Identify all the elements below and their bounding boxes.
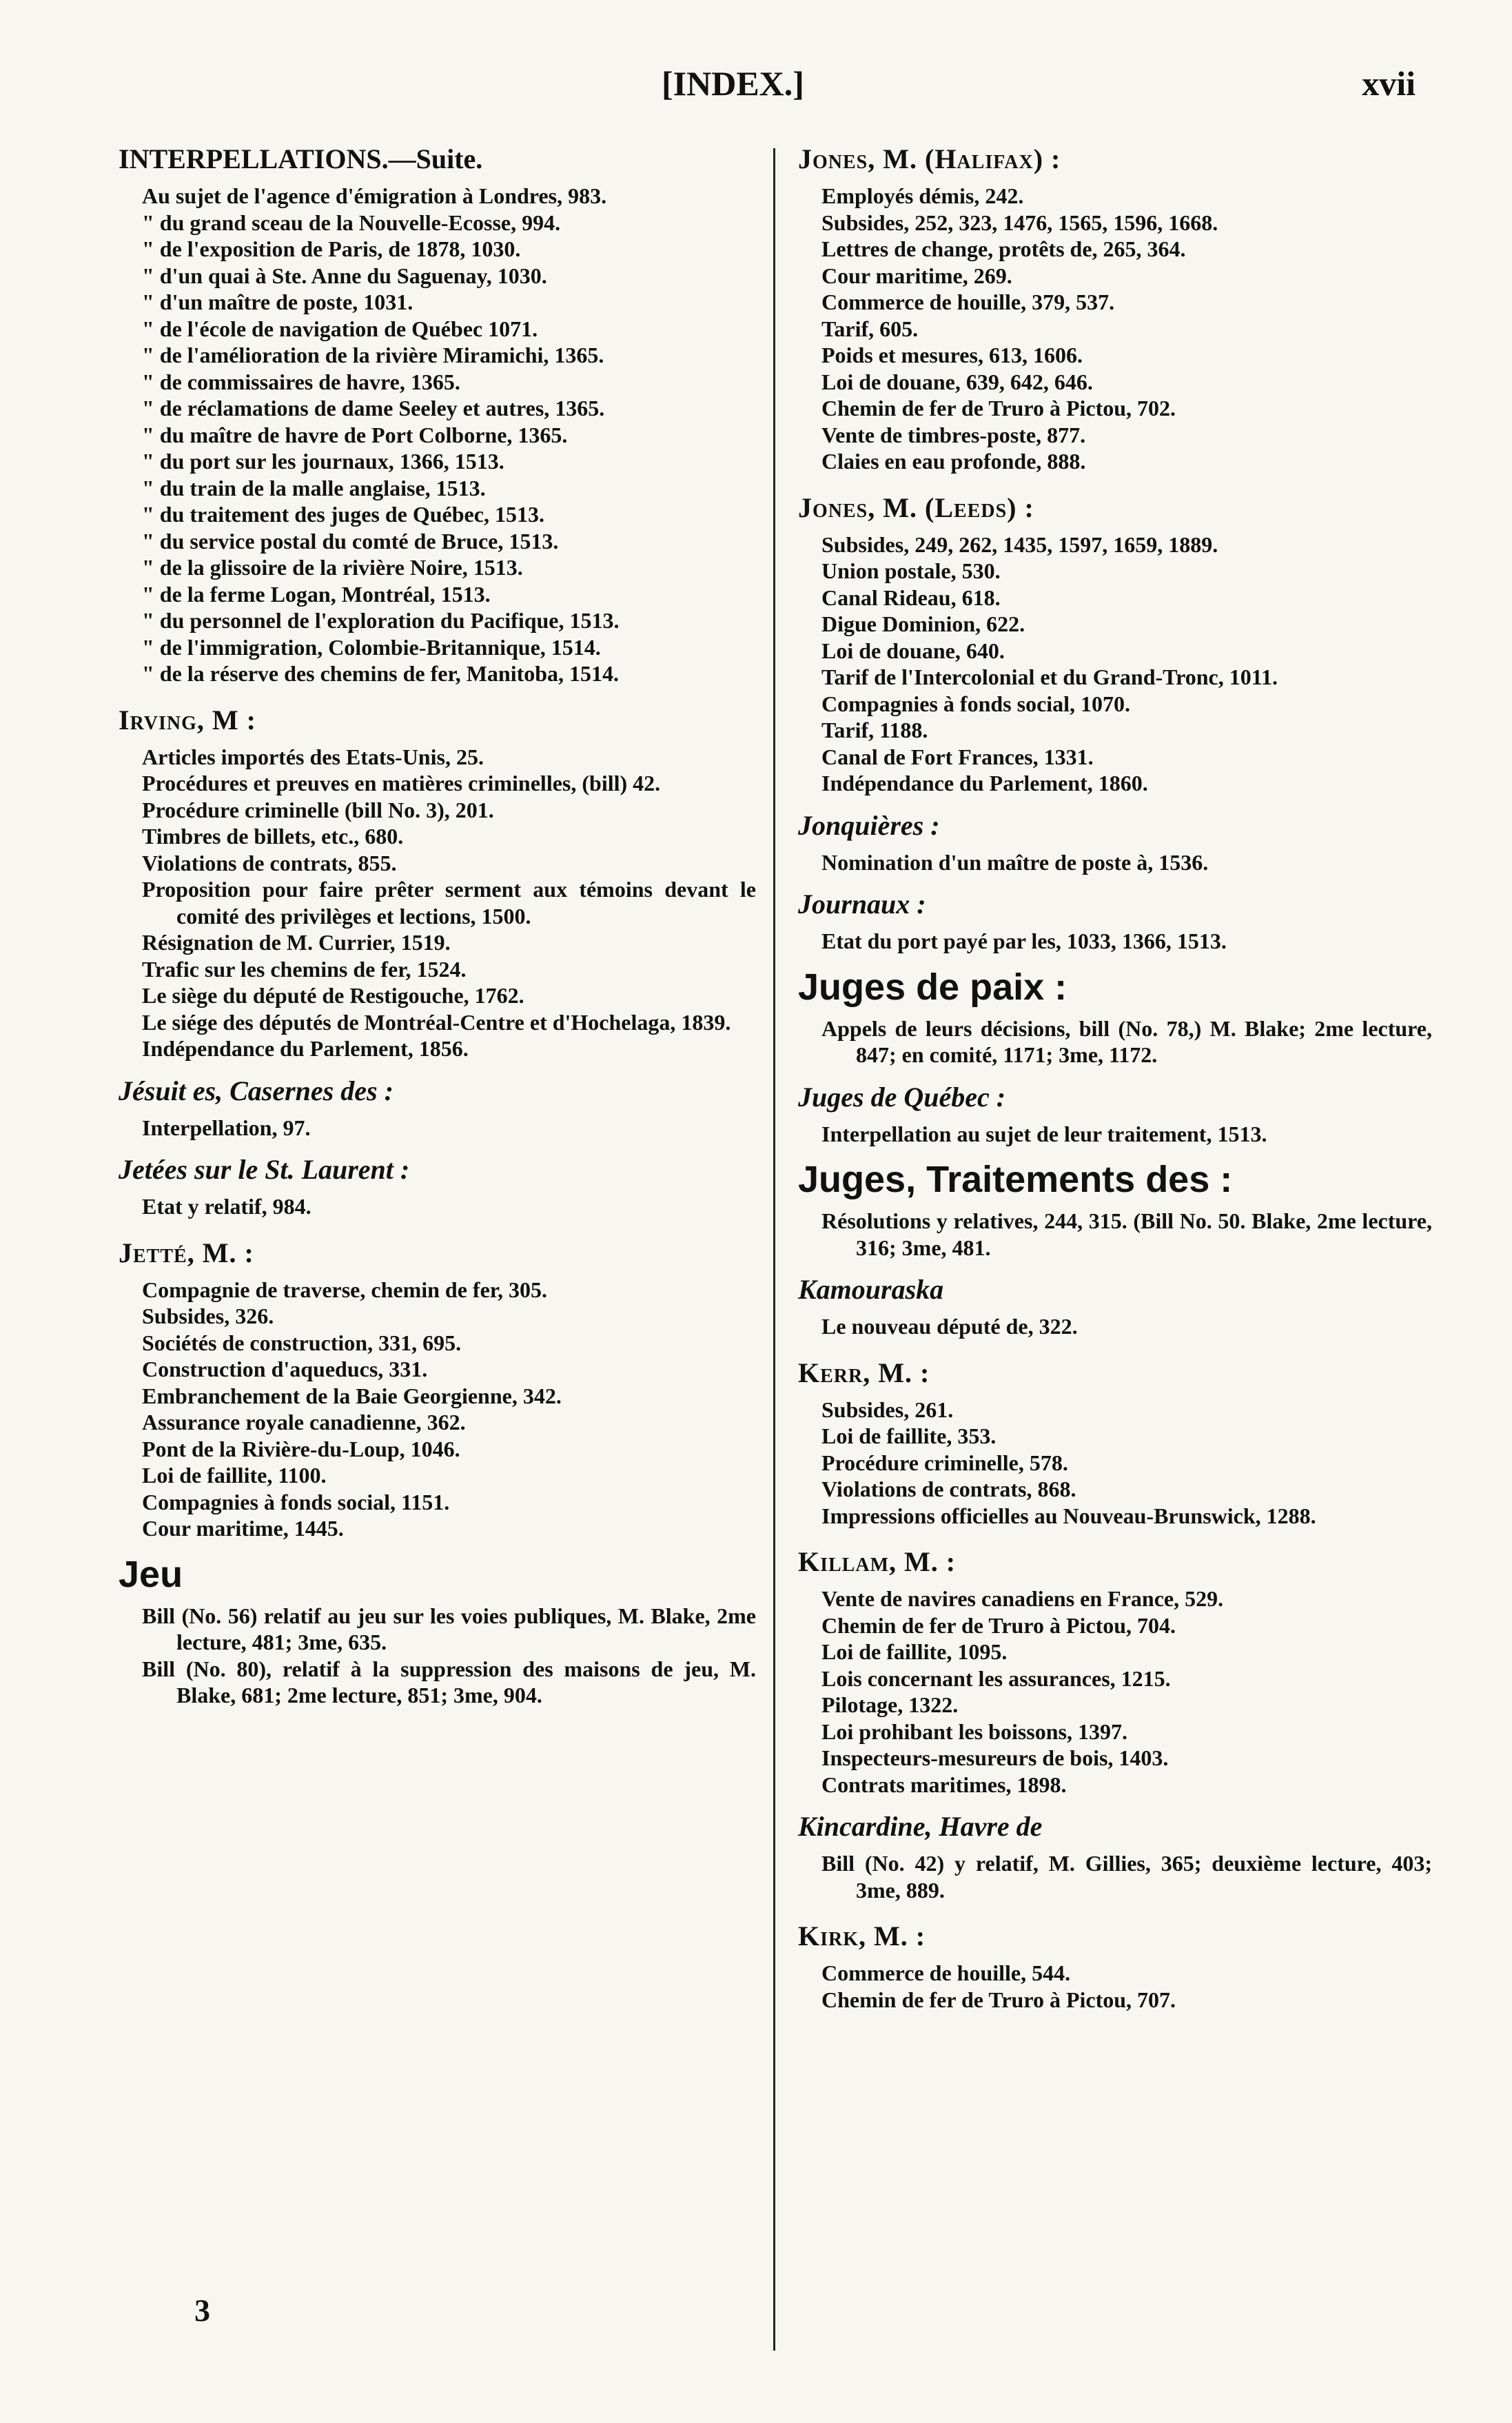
index-section	[119, 1235, 756, 1542]
index-entry: Lois concernant les assurances, 1215.	[821, 1665, 1171, 1691]
index-entry: Vente de navires canadiens en France, 529.	[821, 1586, 1224, 1611]
index-entries	[821, 1960, 1432, 2013]
page-number: xvii	[1362, 64, 1416, 103]
index-entry: Tarif, 605.	[821, 316, 919, 341]
index-entry: " du grand sceau de la Nouvelle-Ecosse, 994.	[142, 210, 561, 235]
index-heading: Juges de Québec :	[798, 1081, 1006, 1113]
index-entries	[821, 1850, 1432, 1903]
index-entry: Compagnie de traverse, chemin de fer, 305.	[142, 1277, 548, 1302]
index-heading: Jones, M. (Halifax) :	[798, 143, 1061, 174]
index-entry: Commerce de houille, 379, 537.	[821, 290, 1115, 314]
index-heading: Jetté, M. :	[119, 1237, 254, 1268]
index-entry: " du personnel de l'exploration du Pacifique, 1513.	[142, 608, 620, 633]
index-entry: Subsides, 252, 323, 1476, 1565, 1596, 1668.	[821, 210, 1218, 235]
index-entry: Subsides, 326.	[142, 1304, 274, 1328]
index-entry: Loi prohibant les boissons, 1397.	[821, 1719, 1127, 1744]
index-heading: Juges, Traitements des :	[798, 1159, 1233, 1200]
index-entry: " du traitement des juges de Québec, 1513.	[142, 502, 544, 527]
index-entries	[142, 1193, 756, 1220]
index-entry: Indépendance du Parlement, 1856.	[142, 1036, 469, 1061]
index-entry: Le siège du député de Restigouche, 1762.	[142, 983, 524, 1008]
index-entries	[821, 1015, 1432, 1068]
index-heading: Killam, M. :	[798, 1546, 957, 1577]
index-entry: Compagnies à fonds social, 1070.	[821, 691, 1131, 716]
index-entry: Canal de Fort Frances, 1331.	[821, 744, 1094, 769]
index-heading: Kirk, M. :	[798, 1920, 926, 1951]
index-entry: Proposition pour faire prêter serment aux témoins devant le comité des privilèges et lections, 1500.	[142, 877, 756, 929]
index-entry: Chemin de fer de Truro à Pictou, 704.	[821, 1612, 1176, 1638]
index-section	[798, 1157, 1432, 1261]
index-entry: Digue Dominion, 622.	[821, 611, 1025, 636]
index-entry: Construction d'aqueducs, 331.	[142, 1357, 428, 1381]
index-entry: Procédures et preuves en matières criminelles, (bill) 42.	[142, 771, 661, 795]
index-entry: Subsides, 249, 262, 1435, 1597, 1659, 1889.	[821, 531, 1218, 557]
index-entry: Bill (No. 56) relatif au jeu sur les voies publiques, M. Blake, 2me lecture, 481; 3me, 635.	[142, 1603, 756, 1654]
index-entry: Interpellation, 97.	[142, 1115, 311, 1140]
index-entries	[142, 183, 756, 687]
index-section	[798, 141, 1432, 475]
index-entry: Subsides, 261.	[821, 1397, 954, 1422]
index-section	[798, 1544, 1432, 1798]
index-entry: Procédure criminelle (bill No. 3), 201.	[142, 797, 494, 822]
index-heading: Jones, M. (Leeds) :	[798, 491, 1034, 523]
index-entry: Inspecteurs-mesureurs de bois, 1403.	[821, 1745, 1169, 1770]
index-entry: Procédure criminelle, 578.	[821, 1450, 1068, 1475]
index-section	[119, 702, 756, 1062]
index-entries	[821, 1121, 1432, 1148]
index-entry: " de la réserve des chemins de fer, Manitoba, 1514.	[142, 661, 620, 686]
index-entries	[142, 744, 756, 1062]
index-entry: Bill (No. 80), relatif à la suppression des maisons de jeu, M. Blake, 681; 2me lecture, 851; 3me, 904.	[142, 1656, 756, 1707]
index-entry: Poids et mesures, 613, 1606.	[821, 343, 1083, 367]
index-entry: Timbres de billets, etc., 680.	[142, 824, 404, 849]
index-entries	[821, 1313, 1432, 1340]
index-entry: " de réclamations de dame Seeley et autres, 1365.	[142, 396, 605, 420]
index-entry: Etat y relatif, 984.	[142, 1194, 311, 1219]
index-heading: Juges de paix :	[798, 966, 1067, 1008]
index-entry: Loi de faillite, 1095.	[821, 1639, 1008, 1664]
index-entry: Cour maritime, 1445.	[142, 1516, 344, 1541]
index-entry: Loi de douane, 640.	[821, 638, 1005, 663]
index-entry: Loi de douane, 639, 642, 646.	[821, 369, 1093, 394]
index-entry: Violations de contrats, 868.	[821, 1477, 1076, 1501]
index-heading: Kincardine, Havre de	[798, 1811, 1043, 1842]
index-entry: Assurance royale canadienne, 362.	[142, 1410, 466, 1434]
index-entry: " d'un quai à Ste. Anne du Saguenay, 1030.	[142, 263, 547, 288]
index-entries	[821, 928, 1432, 955]
index-entry: Tarif de l'Intercolonial et du Grand-Tronc, 1011.	[821, 665, 1278, 689]
index-entries	[142, 1115, 756, 1142]
page-header	[0, 63, 1512, 119]
signature-mark: 3	[194, 2293, 210, 2328]
index-entries	[142, 1603, 756, 1709]
index-entry: " de commissaires de havre, 1365.	[142, 369, 460, 394]
index-entry: Nomination d'un maître de poste à, 1536.	[821, 849, 1209, 875]
index-entry: " du maître de havre de Port Colborne, 1365.	[142, 422, 568, 447]
index-entry: Résolutions y relatives, 244, 315. (Bill No. 50. Blake, 2me lecture, 316; 3me, 481.	[821, 1208, 1432, 1260]
index-entry: Indépendance du Parlement, 1860.	[821, 771, 1148, 795]
index-entry: Le nouveau député de, 322.	[821, 1314, 1078, 1339]
index-entries	[821, 849, 1432, 876]
index-entry: " de l'école de navigation de Québec 1071.	[142, 316, 538, 341]
left-column	[119, 141, 756, 1709]
index-heading: Irving, M :	[119, 704, 256, 736]
index-section	[798, 1079, 1432, 1148]
index-entry: " de la glissoire de la rivière Noire, 1513.	[142, 555, 523, 580]
index-section	[798, 1918, 1432, 2013]
index-entry: Pilotage, 1322.	[821, 1692, 959, 1717]
index-entry: Etat du port payé par les, 1033, 1366, 1513.	[821, 929, 1227, 953]
index-entry: Union postale, 530.	[821, 558, 1001, 583]
index-entry: " de l'amélioration de la rivière Miramichi, 1365.	[142, 343, 604, 367]
index-entry: Vente de timbres-poste, 877.	[821, 422, 1086, 447]
index-entry: Tarif, 1188.	[821, 718, 928, 742]
index-entry: " de l'immigration, Colombie-Britannique, 1514.	[142, 634, 601, 660]
index-section	[798, 1272, 1432, 1340]
column-divider	[773, 148, 775, 2351]
index-entries	[821, 1208, 1432, 1261]
index-entries	[821, 531, 1432, 797]
index-entry: " de l'exposition de Paris, de 1878, 1030.	[142, 236, 521, 261]
index-entry: Bill (No. 42) y relatif, M. Gillies, 365; deuxième lecture, 403; 3me, 889.	[821, 1851, 1432, 1903]
index-entry: Articles importés des Etats-Unis, 25.	[142, 744, 484, 769]
index-heading: INTERPELLATIONS.—Suite.	[119, 143, 483, 174]
index-entry: Compagnies à fonds social, 1151.	[142, 1489, 450, 1514]
index-heading: Kamouraska	[798, 1274, 944, 1305]
index-entry: Violations de contrats, 855.	[142, 850, 397, 875]
index-entry: Chemin de fer de Truro à Pictou, 702.	[821, 396, 1176, 420]
index-section	[798, 1809, 1432, 1903]
index-entry: Trafic sur les chemins de fer, 1524.	[142, 956, 467, 982]
index-section	[798, 1355, 1432, 1530]
index-entry: Impressions officielles au Nouveau-Brunswick, 1288.	[821, 1503, 1316, 1528]
index-entries	[821, 183, 1432, 475]
index-entry: Appels de leurs décisions, bill (No. 78,) M. Blake; 2me lecture, 847; en comité, 1171; 3me, 1172.	[821, 1015, 1432, 1067]
index-section	[798, 886, 1432, 955]
index-entry: Employés démis, 242.	[821, 183, 1024, 208]
index-entry: Contrats maritimes, 1898.	[821, 1772, 1067, 1797]
index-entry: Loi de faillite, 1100.	[142, 1463, 327, 1488]
index-entry: Loi de faillite, 353.	[821, 1423, 997, 1448]
index-entry: " du port sur les journaux, 1366, 1513.	[142, 449, 504, 474]
index-entry: Le siége des députés de Montréal-Centre et d'Hochelaga, 1839.	[142, 1009, 731, 1035]
index-section	[119, 1073, 756, 1142]
index-section	[119, 1552, 756, 1709]
index-entry: Commerce de houille, 544.	[821, 1960, 1071, 1985]
right-column	[798, 141, 1432, 2013]
index-entry: Interpellation au sujet de leur traitement, 1513.	[821, 1121, 1267, 1146]
index-entry: " du service postal du comté de Bruce, 1513.	[142, 528, 559, 554]
index-entry: " de la ferme Logan, Montréal, 1513.	[142, 581, 491, 607]
index-heading: Journaux :	[798, 889, 926, 920]
index-heading: Jonquières :	[798, 809, 940, 841]
index-section	[119, 141, 756, 687]
index-entry: Cour maritime, 269.	[821, 263, 1012, 288]
index-entry: Résignation de M. Currier, 1519.	[142, 930, 451, 955]
index-heading: Jésuit es, Casernes des :	[119, 1075, 394, 1106]
index-heading: Jeu	[119, 1553, 183, 1595]
index-entries	[821, 1585, 1432, 1798]
index-entry: Au sujet de l'agence d'émigration à Londres, 983.	[142, 183, 607, 208]
index-entry: Claies en eau profonde, 888.	[821, 449, 1086, 474]
index-entry: " du train de la malle anglaise, 1513.	[142, 475, 486, 500]
index-entries	[142, 1277, 756, 1542]
running-title: [INDEX.]	[662, 64, 804, 103]
index-heading: Jetées sur le St. Laurent :	[119, 1154, 410, 1185]
index-entry: Pont de la Rivière-du-Loup, 1046.	[142, 1436, 460, 1461]
index-heading: Kerr, M. :	[798, 1357, 930, 1388]
index-entry: Canal Rideau, 618.	[821, 585, 1001, 610]
index-entries	[821, 1397, 1432, 1530]
index-section	[798, 964, 1432, 1068]
index-section	[119, 1152, 756, 1220]
index-section	[798, 490, 1432, 797]
index-entry: " d'un maître de poste, 1031.	[142, 290, 413, 314]
index-entry: Lettres de change, protêts de, 265, 364.	[821, 236, 1186, 261]
index-entry: Embranchement de la Baie Georgienne, 342.	[142, 1383, 562, 1408]
index-entry: Chemin de fer de Truro à Pictou, 707.	[821, 1987, 1176, 2012]
index-entry: Sociétés de construction, 331, 695.	[142, 1330, 462, 1355]
index-section	[798, 808, 1432, 876]
